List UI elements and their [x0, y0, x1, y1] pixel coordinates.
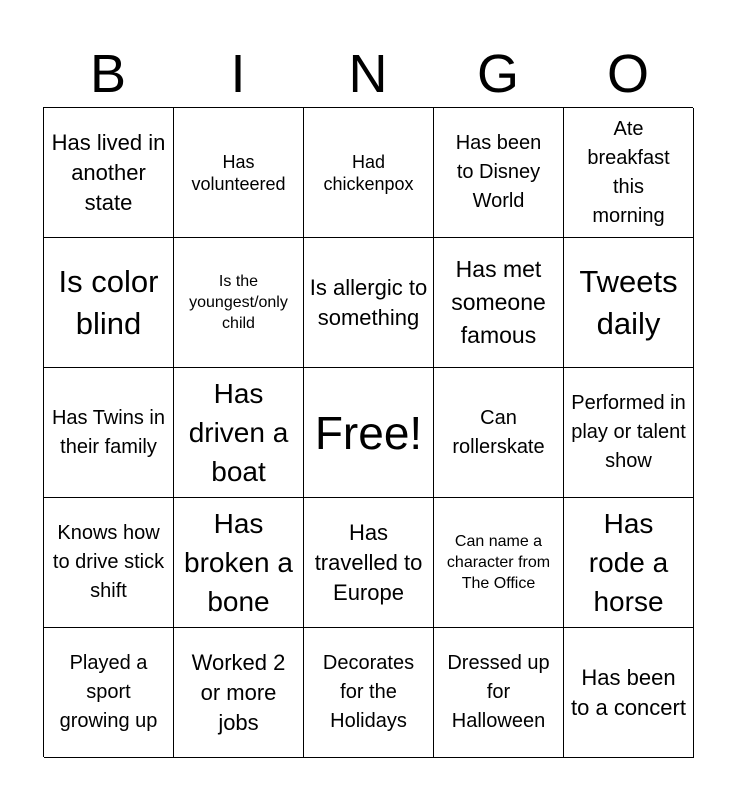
- cell-text: Has rode a horse: [588, 508, 669, 617]
- cell-text: Has driven a boat: [188, 378, 289, 487]
- cell-text: Performed in play or talent show: [571, 392, 686, 472]
- cell-text: Dressed up for Halloween: [447, 652, 550, 732]
- bingo-cell[interactable]: [304, 498, 434, 628]
- cell-text: Tweets daily: [579, 263, 678, 341]
- bingo-cell[interactable]: [564, 108, 694, 238]
- cell-text: Has met someone famous: [451, 256, 546, 348]
- cell-text: Worked 2 or more jobs: [191, 649, 286, 735]
- header-letter-b: B: [89, 44, 127, 104]
- bingo-card-grid: [43, 107, 693, 757]
- bingo-cell[interactable]: [564, 498, 694, 628]
- bingo-cell[interactable]: [44, 498, 174, 628]
- bingo-cell[interactable]: [304, 238, 434, 368]
- bingo-cell[interactable]: [174, 108, 304, 238]
- bingo-cell[interactable]: [434, 108, 564, 238]
- cell-text: Is allergic to something: [309, 274, 428, 330]
- bingo-cell[interactable]: [174, 368, 304, 498]
- cell-text: Is the youngest/only child: [189, 273, 288, 332]
- bingo-cell[interactable]: [174, 628, 304, 758]
- cell-text: Has broken a bone: [184, 508, 293, 617]
- bingo-cell[interactable]: [434, 628, 564, 758]
- cell-text: Has been to Disney World: [455, 132, 542, 212]
- bingo-cell[interactable]: [174, 238, 304, 368]
- header-letter-i: I: [230, 44, 246, 104]
- cell-text: Decorates for the Holidays: [322, 652, 415, 732]
- bingo-cell[interactable]: [434, 368, 564, 498]
- cell-text: Has Twins in their family: [51, 406, 165, 458]
- bingo-cell[interactable]: [434, 498, 564, 628]
- cell-text: Is color blind: [58, 263, 159, 341]
- cell-text: Can name a character from The Office: [446, 533, 551, 592]
- cell-text: Knows how to drive stick shift: [52, 522, 165, 602]
- bingo-cell[interactable]: [174, 498, 304, 628]
- cell-text: Has volunteered: [191, 151, 286, 194]
- cell-text: Had chickenpox: [323, 151, 414, 194]
- cell-text: Ate breakfast this morning: [587, 117, 670, 227]
- cell-text: Can rollerskate: [452, 406, 545, 458]
- bingo-cell[interactable]: [44, 368, 174, 498]
- bingo-cell[interactable]: [44, 238, 174, 368]
- header-letter-g: G: [476, 44, 519, 104]
- header-letter-n: N: [348, 44, 388, 104]
- free-space: Free!: [314, 406, 423, 459]
- bingo-cell[interactable]: [564, 368, 694, 498]
- bingo-cell[interactable]: [564, 238, 694, 368]
- bingo-cell[interactable]: [304, 628, 434, 758]
- bingo-cell[interactable]: [44, 628, 174, 758]
- cell-text: Has travelled to Europe: [314, 519, 423, 605]
- header-letter-o: O: [606, 44, 649, 104]
- bingo-cell[interactable]: [434, 238, 564, 368]
- bingo-cell[interactable]: [564, 628, 694, 758]
- cell-text: Has lived in another state: [51, 129, 166, 215]
- bingo-cell[interactable]: [304, 368, 434, 498]
- cell-text: Has been to a concert: [571, 664, 686, 720]
- bingo-header: [43, 40, 693, 108]
- bingo-cell[interactable]: [44, 108, 174, 238]
- bingo-cell[interactable]: [304, 108, 434, 238]
- cell-text: Played a sport growing up: [59, 652, 158, 732]
